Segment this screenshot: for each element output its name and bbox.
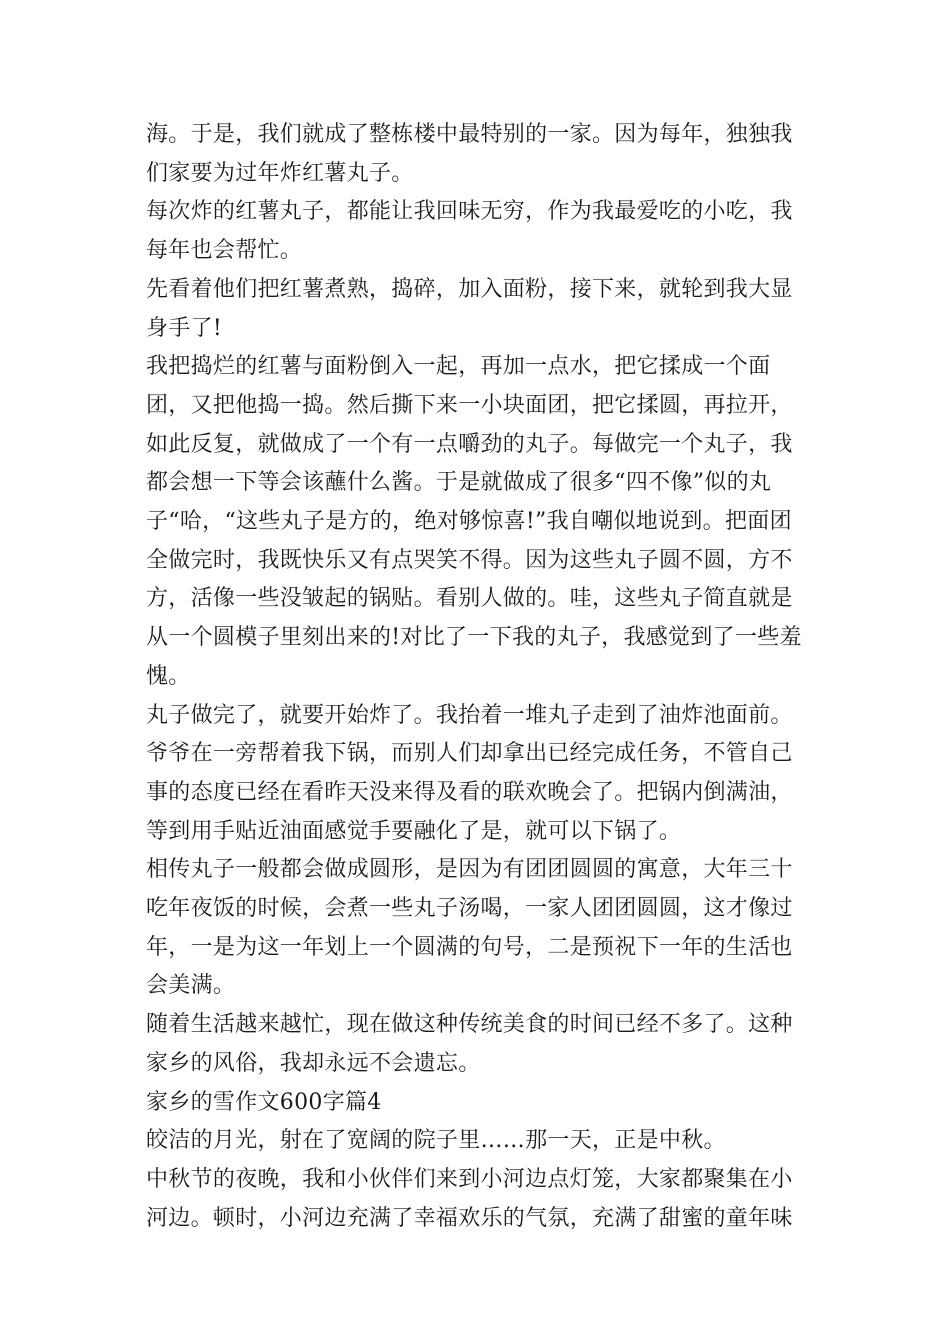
- section-heading: 家乡的雪作文600字篇4: [146, 1089, 382, 1115]
- document-body: [146, 116, 811, 1238]
- paragraph-4: 我把捣烂的红薯与面粉倒入一起，再加一点水，把它揉成一个面团，又把他捣一捣。然后撕下来一小块面团，把它揉圆，再拉开，如此反复，就做成了一个有一点嚼劲的丸子。每做完一个丸子，我都会想一下等会该蘸什么酱。于是就做成了很多“四不像”似的丸子“哈，“这些丸子是方的，绝对够惊喜!”我自嘲似地说到。把面团全做完时，我既快乐又有点哭笑不得。因为这些丸子圆不圆，方不方，活像一些没皱起的锅贴。看别人做的。哇，这些丸子简直就是从一个圆模子里刻出来的!对比了一下我的丸子，我感觉到了一些羞愧。: [146, 354, 802, 689]
- paragraph-7: 随着生活越来越忙，现在做这种传统美食的时间已经不多了。这种家乡的风俗，我却永远不会遗忘。: [146, 1012, 793, 1076]
- section-paragraph-1: 皎洁的月光，射在了宽阔的院子里……那一天，正是中秋。: [146, 1128, 726, 1154]
- paragraph-6: 相传丸子一般都会做成圆形，是因为有团团圆圆的寓意，大年三十吃年夜饭的时候，会煮一些丸子汤喝，一家人团团圆圆，这才像过年，一是为这一年划上一个圆满的句号，二是预祝下一年的生活也会美满。: [146, 857, 793, 999]
- section-paragraph-2: 中秋节的夜晚，我和小伙伴们来到小河边点灯笼，大家都聚集在小河边。顿时，小河边充满了幸福欢乐的气氛，充满了甜蜜的童年味: [146, 1166, 793, 1231]
- paragraph-3: 先看着他们把红薯煮熟，捣碎，加入面粉，接下来，就轮到我大显身手了!: [146, 276, 793, 341]
- paragraph-1: 海。于是，我们就成了整栋楼中最特别的一家。因为每年，独独我们家要为过年炸红薯丸子。: [146, 122, 793, 186]
- paragraph-5: 丸子做完了，就要开始炸了。我抬着一堆丸子走到了油炸池面前。爷爷在一旁帮着我下锅，而别人们却拿出已经完成任务，不管自己事的态度已经在看昨天没来得及看的联欢晚会了。把锅内倒满油，等到用手贴近油面感觉手要融化了是，就可以下锅了。: [146, 702, 793, 844]
- paragraph-2: 每次炸的红薯丸子，都能让我回味无穷，作为我最爱吃的小吃，我每年也会帮忙。: [146, 199, 793, 264]
